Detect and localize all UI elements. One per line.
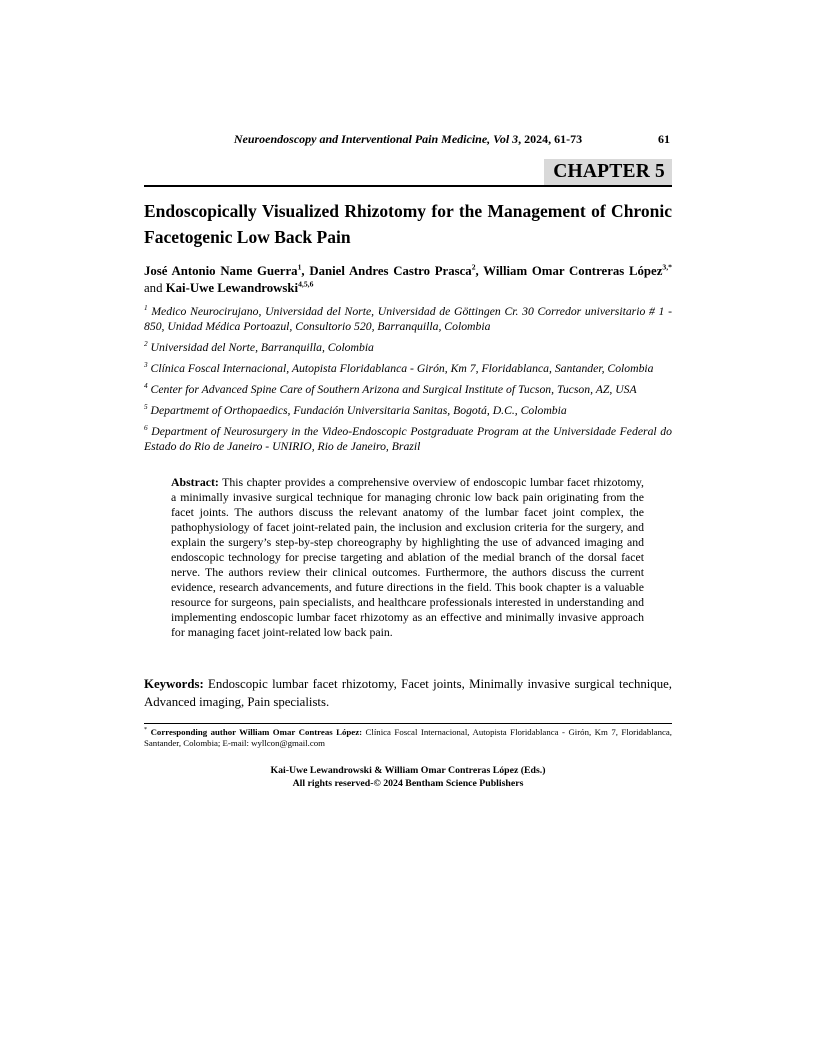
affiliation-marker: 3: [144, 361, 148, 370]
footnote-text: Clínica Foscal Internacional, Autopista Floridablanca - Girón, Km 7, Floridablanca, Santander, Colombia; E-mail: wyllcon@gmail.com: [144, 727, 672, 748]
affiliation-text: Universidad del Norte, Barranquilla, Colombia: [147, 341, 374, 354]
author-name: William Omar Contreras López: [483, 264, 663, 278]
affiliation-text: Medico Neurocirujano, Universidad del Norte, Universidad de Göttingen Cr. 30 Corredor universitario # 1 - 850, Unidad Médica Portoazul, Consultorio 520, Barranquilla, Colombia: [144, 305, 672, 333]
author-affil-marker: 1: [297, 262, 302, 272]
abstract-paragraph: [171, 475, 644, 640]
chapter-banner: [144, 159, 672, 187]
affiliation-marker: 1: [144, 304, 148, 313]
abstract-label: Abstract:: [171, 475, 219, 489]
author-separator: and: [144, 280, 166, 295]
copyright-line: All rights reserved-© 2024 Bentham Science Publishers: [292, 778, 524, 789]
author-affil-marker: 3,*: [662, 262, 673, 272]
editors-line: Kai-Uwe Lewandrowski & William Omar Contreras López (Eds.): [270, 765, 546, 776]
journal-volume-pages: , 2024, 61-73: [518, 132, 583, 146]
affiliation-item: [144, 361, 672, 376]
keywords-paragraph: [144, 676, 672, 711]
author-separator: ,: [301, 264, 310, 278]
footnote-marker: *: [144, 727, 148, 734]
chapter-label: CHAPTER 5: [544, 159, 672, 185]
affiliation-text: Departmemt of Orthopaedics, Fundación Universitaria Sanitas, Bogotá, D.C., Colombia: [147, 404, 567, 417]
author-name: Kai-Uwe Lewandrowski: [165, 280, 299, 295]
affiliations-list: [144, 304, 672, 454]
abstract-text: This chapter provides a comprehensive overview of endoscopic lumbar facet rhizotomy, a minimally invasive surgical technique for managing chronic low back pain originating from the facet joints. The authors discuss the relevant anatomy of the lumbar facet joint complex, the pathophysiology of facet joint-related pain, the inclusion and exclusion criteria for the surgery, and explain the surgery’s step-by-step choreography by highlighting the use of advanced imaging and endoscopic technology for precise targeting and ablation of the medial branch of the dorsal facet nerve. The authors review their clinical outcomes. Furthermore, the authors discuss the current evidence, research advancements, and future directions in the field. This book chapter is a valuable resource for surgeons, pain specialists, and healthcare professionals interested in understanding and implementing endoscopic lumbar facet rhizotomy as an effective and minimally invasive approach for managing facet joint-related low back pain.: [171, 475, 644, 639]
footnote-divider: [144, 723, 672, 724]
affiliation-text: Department of Neurosurgery in the Video-Endoscopic Postgraduate Program at the Universidade Federal do Estado do Rio de Janeiro - UNIRIO, Rio de Janeiro, Brazil: [144, 425, 672, 453]
running-head: [144, 132, 672, 147]
author-affil-marker: 4,5,6: [298, 279, 314, 289]
publisher-block: [144, 764, 672, 790]
affiliation-item: [144, 424, 672, 454]
footnote-label: Corresponding author William Omar Contreas López:: [147, 727, 363, 737]
affiliation-marker: 5: [144, 403, 148, 412]
page-content: [144, 132, 672, 790]
corresponding-author-footnote: [144, 727, 672, 749]
affiliation-item: [144, 340, 672, 355]
journal-title: Neuroendoscopy and Interventional Pain Medicine, Vol 3: [233, 132, 519, 146]
author-byline: [144, 263, 672, 296]
chapter-title: Endoscopically Visualized Rhizotomy for the Management of Chronic Facetogenic Low Back Pain: [144, 201, 672, 247]
affiliation-marker: 2: [144, 340, 148, 349]
affiliation-item: [144, 382, 672, 397]
affiliation-text: Center for Advanced Spine Care of Southern Arizona and Surgical Institute of Tucson, Tucson, AZ, USA: [147, 383, 637, 396]
affiliation-item: [144, 403, 672, 418]
keywords-label: Keywords:: [144, 677, 204, 691]
author-separator: ,: [475, 264, 484, 278]
keywords-text: Endoscopic lumbar facet rhizotomy, Facet joints, Minimally invasive surgical technique, Advanced imaging, Pain specialists.: [144, 677, 672, 709]
affiliation-item: [144, 304, 672, 334]
author-name: Daniel Andres Castro Prasca: [309, 264, 472, 278]
affiliation-marker: 4: [144, 382, 148, 391]
affiliation-marker: 6: [144, 424, 148, 433]
author-name: José Antonio Name Guerra: [144, 264, 298, 278]
author-affil-marker: 2: [471, 262, 476, 272]
page-number: 61: [658, 132, 670, 146]
affiliation-text: Clínica Foscal Internacional, Autopista Floridablanca - Girón, Km 7, Floridablanca, Santander, Colombia: [147, 362, 654, 375]
